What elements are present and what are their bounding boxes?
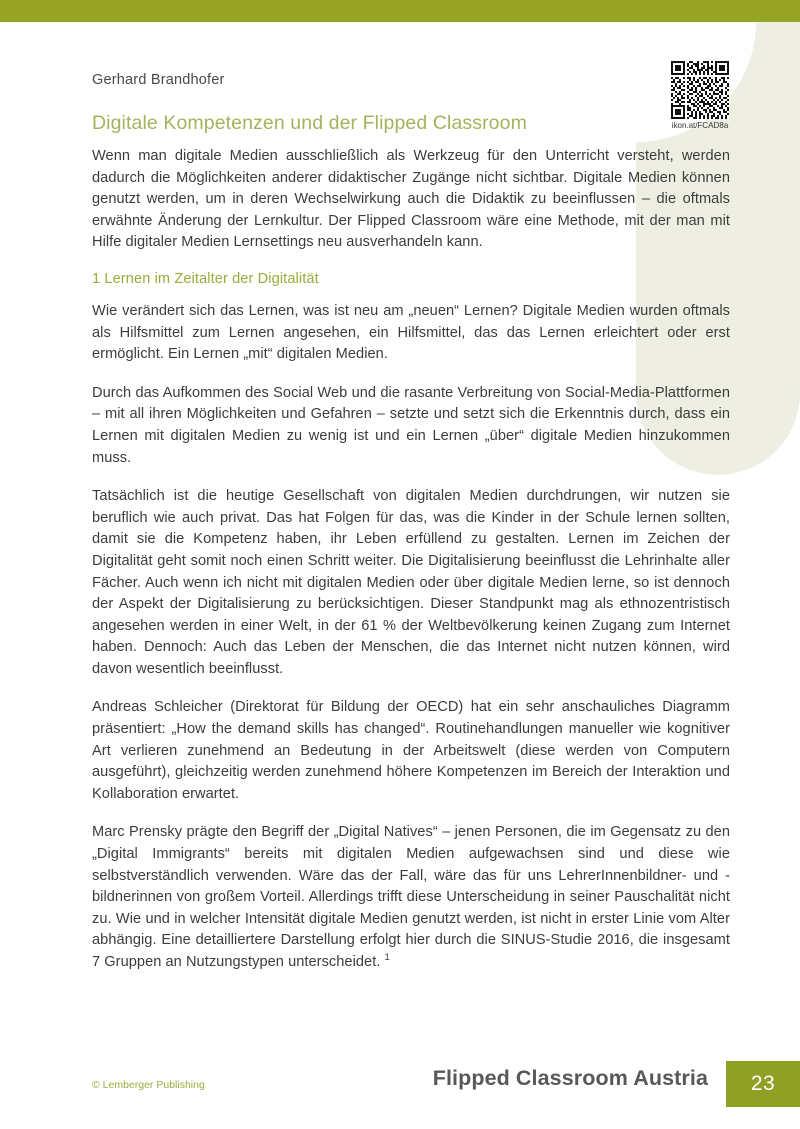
qr-caption: ikon.at/FCAD8a bbox=[671, 121, 729, 130]
page-number: 23 bbox=[750, 1072, 776, 1095]
paragraph-5-text: Marc Prensky prägte den Begriff der „Digital Natives“ – jenen Personen, die im Gegensatz zu den „Digital Immigrants“ bereits mit digitalen Medien aufgewachsen sind und diese wie selbstverständlich verwenden. Wäre das der Fall, wäre das für uns LehrerInnenbildner- und -bildnerinnen von großem Vorteil. Allerdings trifft diese Unterscheidung in seiner Pauschalität nicht zu. Wie und in welcher Intensität digitale Medien genutzt werden, ist nicht in erster Linie vom Alter abhängig. Eine detailliertere Darstellung erfolgt hier durch die SINUS-Studie 2016, die insgesamt 7 Gruppen an Nutzungstypen unterscheidet. bbox=[92, 824, 730, 970]
page-title: Digitale Kompetenzen und der Flipped Classroom bbox=[92, 112, 527, 134]
section-heading: 1 Lernen im Zeitalter der Digitalität bbox=[92, 270, 319, 287]
intro-paragraph: Wenn man digitale Medien ausschließlich als Werkzeug für den Unterricht versteht, werden dadurch die Möglichkeiten anderer didaktischer Zugänge nicht sichtbar. Digitale Medien können genutzt werden, um in deren Wechselwirkung auch die Didaktik zu beeinflussen – die oftmals erwähnte Änderung der Lernkultur. Der Flipped Classroom wäre eine Methode, mit der man mit Hilfe digitaler Medien Lernsettings neu ausverhandeln kann. bbox=[92, 148, 730, 251]
top-green-bar bbox=[0, 0, 800, 22]
paragraph-4: Andreas Schleicher (Direktorat für Bildung der OECD) hat ein sehr anschauliches Diagramm präsentiert: „How the demand skills has changed“. Routinehandlungen manueller wie kognitiver Art verlieren zunehmend an Bedeutung in der Arbeitswelt (diese werden von Computern ausgeführt), gleichzeitig werden zunehmend höhere Kompetenzen im Bereich der Interaktion und Kollaboration erwartet. bbox=[92, 699, 730, 802]
body-column bbox=[92, 146, 730, 991]
qr-block[interactable] bbox=[671, 61, 729, 130]
paragraph-3: Tatsächlich ist die heutige Gesellschaft von digitalen Medien durchdrungen, wir nutzen sie beruflich wie auch privat. Das hat Folgen für das, was die Kinder in der Schule lernen sollten, damit sie die Kompetenz haben, ihr Leben erfüllend zu gestalten. Lernen im Zeichen der Digitalität geht somit noch einen Schritt weiter. Die Digitalisierung beeinflusst die Lehrinhalte aller Fächer. Auch wenn ich nicht mit digitalen Medien oder über digitale Medien lerne, so ist dennoch der Aspekt der Digitalisierung zu berücksichtigen. Dieser Standpunkt mag als ethnozentristisch angesehen werden in einer Welt, in der 61 % der Weltbevölkerung keinen Zugang zum Internet haben. Dennoch: Auch das Leben der Menschen, die das Internet nicht nutzen können, wird davon wesentlich beeinflusst. bbox=[92, 488, 730, 677]
footer-copyright: © Lemberger Publishing bbox=[92, 1079, 205, 1091]
qr-code-icon[interactable] bbox=[671, 61, 729, 119]
paragraph-2: Durch das Aufkommen des Social Web und die rasante Verbreitung von Social-Media-Plattformen – mit all ihren Möglichkeiten und Gefahren – setzte und setzt sich die Erkenntnis durch, dass ein Lernen mit digitalen Medien zu wenig ist und ein Lernen „über“ digitale Medien hinzukommen muss. bbox=[92, 384, 730, 466]
author-name: Gerhard Brandhofer bbox=[92, 72, 225, 88]
page-number-box bbox=[726, 1061, 800, 1107]
footer-book-title: Flipped Classroom Austria bbox=[432, 1066, 708, 1090]
paragraph-1: Wie verändert sich das Lernen, was ist neu am „neuen“ Lernen? Digitale Medien wurden oftmals als Hilfsmittel zum Lernen angesehen, ein Hilfsmittel, das das Lernen erleichtert oder erst ermöglicht. Ein Lernen „mit“ digitalen Medien. bbox=[92, 302, 730, 363]
footnote-marker[interactable]: 1 bbox=[384, 952, 390, 964]
paragraph-5 bbox=[92, 822, 730, 973]
